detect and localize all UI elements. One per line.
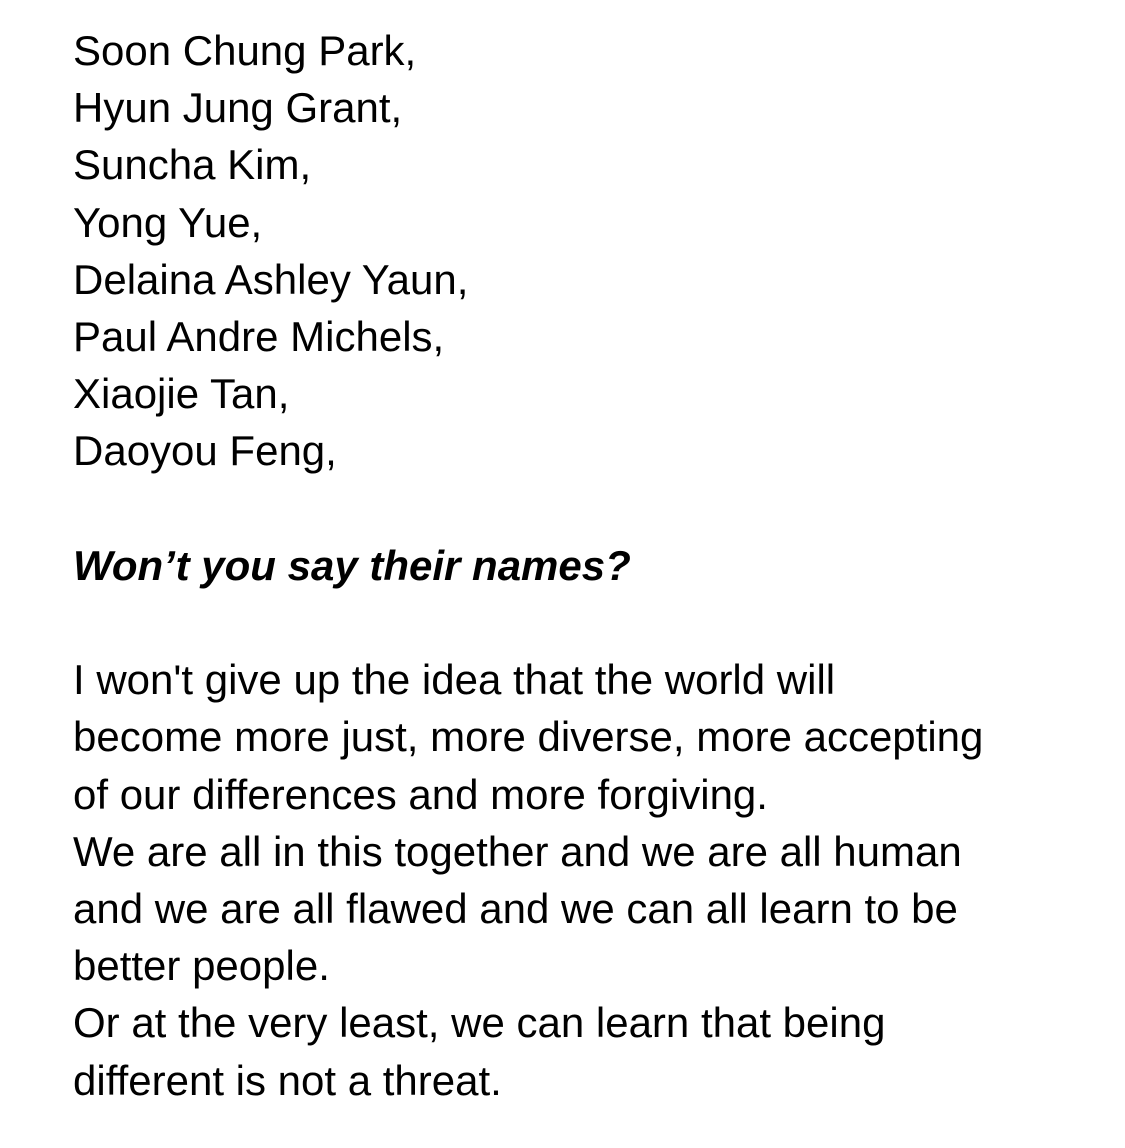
names-list xyxy=(73,22,1073,480)
name-line: Delaina Ashley Yaun, xyxy=(73,255,469,303)
name-line: Hyun Jung Grant, xyxy=(73,84,403,132)
paragraph-line: become more just, more diverse, more accepting xyxy=(73,713,984,761)
closing-paragraph xyxy=(73,651,1073,1109)
name-line: Daoyou Feng, xyxy=(73,427,337,475)
name-line: Soon Chung Park, xyxy=(73,27,417,74)
paragraph-line: and we are all flawed and we can all learn to be xyxy=(73,885,958,933)
blank-line xyxy=(73,480,1073,537)
name-line: Paul Andre Michels, xyxy=(73,313,445,361)
paragraph-line: better people. xyxy=(73,942,330,990)
paragraph-line: Or at the very least, we can learn that being xyxy=(73,999,886,1047)
paragraph-line: I won't give up the idea that the world will xyxy=(73,656,836,704)
paragraph-line: of our differences and more forgiving. xyxy=(73,770,768,818)
name-line: Xiaojie Tan, xyxy=(73,370,290,418)
blank-line xyxy=(73,594,1073,651)
paragraph-line: different is not a threat. xyxy=(73,1056,502,1104)
name-line: Suncha Kim, xyxy=(73,141,312,189)
paragraph-line: We are all in this together and we are all human xyxy=(73,827,962,875)
document-body xyxy=(73,22,1073,1109)
question-heading: Won’t you say their names? xyxy=(73,541,631,589)
name-line: Yong Yue, xyxy=(73,198,263,246)
